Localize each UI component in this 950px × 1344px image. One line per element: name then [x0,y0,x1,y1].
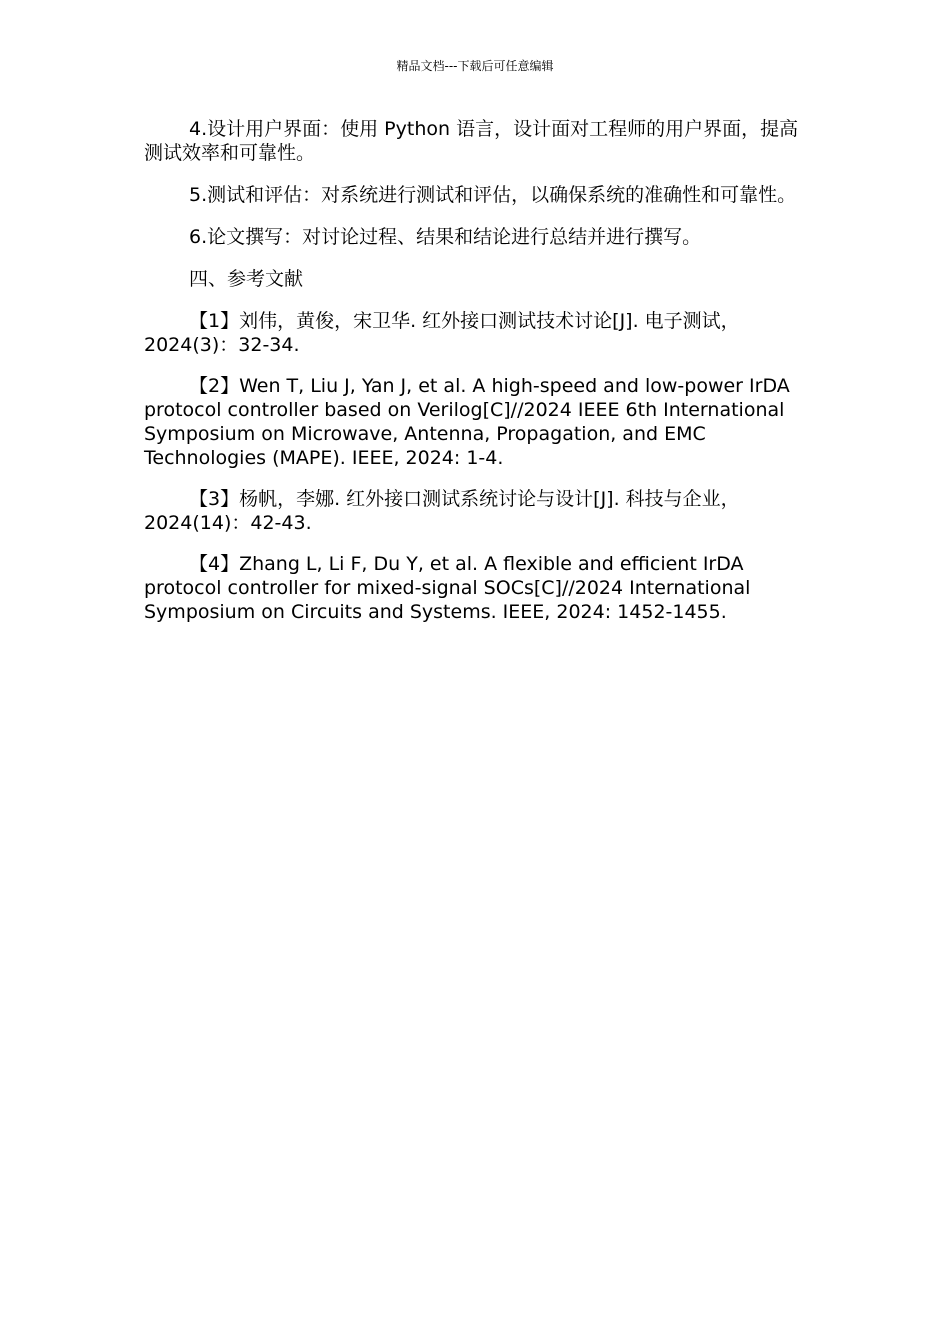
paragraph-testing-evaluation: 5.测试和评估：对系统进行测试和评估，以确保系统的准确性和可靠性。 [189,184,797,206]
paragraph-design-ui: 4.设计用户界面：使用 Python 语言，设计面对工程师的用户界面，提高测试效率和可靠性。 [144,118,799,164]
reference-item-2: 【2】Wen T, Liu J, Yan J, et al. A high-speed and low-power IrDA protocol controller based on Verilog[C]//2024 IEEE 6th International Symposium on Microwave, Antenna, Propagation, and EMC Technologies (MAPE). IEEE, 2024: 1-4. [144,375,790,469]
paragraph-thesis-writing: 6.论文撰写：对讨论过程、结果和结论进行总结并进行撰写。 [189,226,702,248]
reference-item-4: 【4】Zhang L, Li F, Du Y, et al. A flexible and efficient IrDA protocol controller for mixed-signal SOCs[C]//2024 International Symposium on Circuits and Systems. IEEE, 2024: 1452-1455. [144,553,751,623]
document-body [144,117,806,641]
reference-item-3: 【3】杨帆，李娜. 红外接口测试系统讨论与设计[J]. 科技与企业，2024(14)：42-43. [144,488,740,534]
reference-item-1: 【1】刘伟，黄俊，宋卫华. 红外接口测试技术讨论[J]. 电子测试，2024(3)：32-34. [144,310,740,356]
page-header: 精品文档---下载后可任意编辑 [396,59,554,73]
section-heading-references: 四、参考文献 [189,268,304,290]
